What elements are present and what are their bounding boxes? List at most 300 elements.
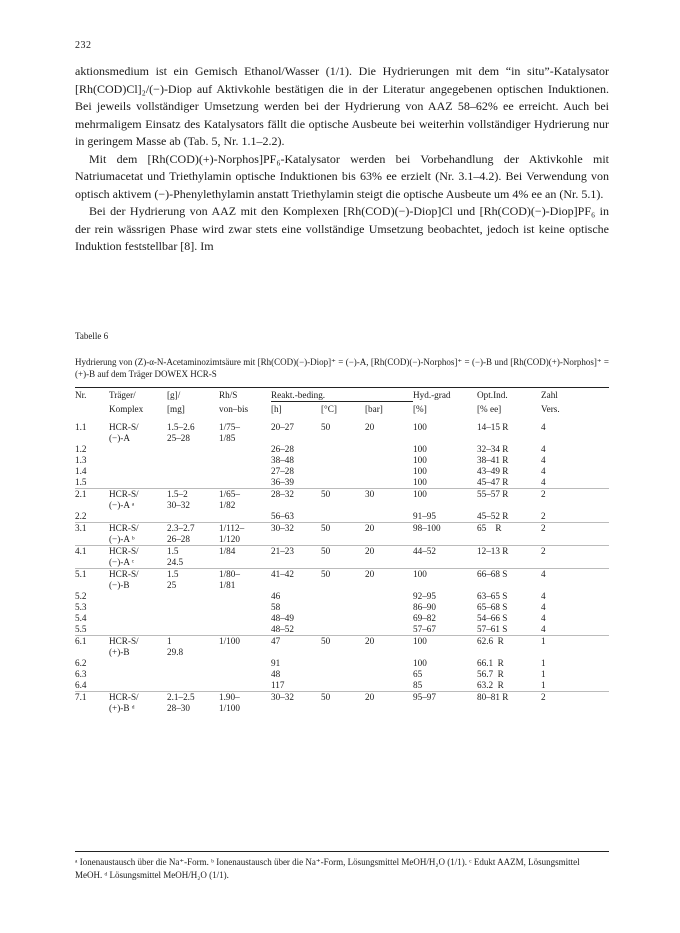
cell-h (271, 624, 321, 636)
cell-nr-line: 2.1 (75, 489, 87, 499)
cell-g-line: 1 (167, 636, 172, 646)
cell-zahl (541, 624, 609, 636)
cell-h (271, 417, 321, 444)
cell-traeger-line: HCR-S/ (109, 636, 139, 646)
cell-zahl-line: 4 (541, 466, 546, 476)
cell-bar (365, 417, 413, 444)
cell-hyd (413, 455, 477, 466)
cell-hyd-line: 92–95 (413, 591, 436, 601)
cell-traeger (109, 511, 167, 523)
cell-c (321, 636, 365, 659)
cell-g-line-2: 30–32 (167, 500, 190, 510)
cell-bar (365, 658, 413, 669)
cell-h-line: 27–28 (271, 466, 294, 476)
cell-h (271, 569, 321, 592)
cell-opt-line: 56.7 R (477, 669, 504, 679)
cell-zahl-line: 4 (541, 477, 546, 487)
cell-traeger-line: HCR-S/ (109, 422, 139, 432)
cell-traeger-line: HCR-S/ (109, 489, 139, 499)
cell-traeger (109, 636, 167, 659)
table-row (75, 680, 609, 692)
cell-opt (477, 692, 541, 715)
cell-bar (365, 624, 413, 636)
cell-traeger (109, 523, 167, 546)
cell-opt (477, 466, 541, 477)
cell-zahl-line: 1 (541, 636, 546, 646)
cell-g-line-2: 25 (167, 580, 177, 590)
cell-g (167, 692, 219, 715)
cell-traeger (109, 455, 167, 466)
cell-bar (365, 523, 413, 546)
cell-opt-line: 62.6 R (477, 636, 504, 646)
cell-g (167, 417, 219, 444)
cell-h (271, 602, 321, 613)
cell-nr-line: 7.1 (75, 692, 87, 702)
cell-hyd-line: 95–97 (413, 692, 436, 702)
cell-bar (365, 636, 413, 659)
cell-zahl-line: 4 (541, 613, 546, 623)
cell-c (321, 624, 365, 636)
cell-zahl (541, 466, 609, 477)
cell-zahl-line: 4 (541, 455, 546, 465)
cell-zahl-line: 4 (541, 602, 546, 612)
cell-bar (365, 489, 413, 512)
header-reakt: Reakt.-beding. (271, 390, 326, 400)
table-row (75, 455, 609, 466)
cell-rhs-line-2: 1/82 (219, 500, 236, 510)
cell-c-line: 50 (321, 489, 331, 499)
cell-zahl (541, 636, 609, 659)
cell-opt-line: 80–81 R (477, 692, 509, 702)
cell-traeger-line-2: (−)-A ᵃ (109, 500, 135, 510)
cell-g (167, 658, 219, 669)
cell-bar-line: 20 (365, 692, 375, 702)
header-traeger: Träger/ (109, 390, 136, 400)
cell-nr (75, 591, 109, 602)
cell-hyd-line: 91–95 (413, 511, 436, 521)
cell-zahl-line: 4 (541, 422, 546, 432)
cell-traeger-line: HCR-S/ (109, 692, 139, 702)
table-footnotes: ᵃ Ionenaustausch über die Na⁺-Form. ᵇ Ionenaustausch über die Na⁺-Form, Lösungsmittel MeOH/H₂O (1/1). ᶜ Edukt AAZM, Lösungsmittel MeOH. ᵈ Lösungsmittel MeOH/H₂O (1/1). (75, 857, 580, 880)
cell-zahl-line: 1 (541, 669, 546, 679)
cell-rhs (219, 417, 271, 444)
cell-h-line: 48 (271, 669, 281, 679)
cell-nr-line: 6.4 (75, 680, 87, 690)
cell-c-line: 50 (321, 546, 331, 556)
cell-nr (75, 569, 109, 592)
header-hyd: Hyd.-grad (413, 390, 451, 400)
cell-c-line: 50 (321, 569, 331, 579)
cell-g (167, 455, 219, 466)
cell-h-line: 20–27 (271, 422, 294, 432)
cell-traeger (109, 466, 167, 477)
cell-hyd-line: 100 (413, 466, 427, 476)
cell-nr-line: 3.1 (75, 523, 87, 533)
cell-g (167, 591, 219, 602)
cell-hyd-line: 100 (413, 455, 427, 465)
cell-h-line: 91 (271, 658, 281, 668)
cell-opt (477, 417, 541, 444)
cell-opt-line: 32–34 R (477, 444, 509, 454)
cell-g-line: 1.5 (167, 546, 179, 556)
cell-nr-line: 5.4 (75, 613, 87, 623)
cell-rhs (219, 591, 271, 602)
cell-nr-line: 6.3 (75, 669, 87, 679)
cell-traeger (109, 692, 167, 715)
cell-hyd-line: 57–67 (413, 624, 436, 634)
cell-bar (365, 692, 413, 715)
cell-rhs (219, 444, 271, 455)
cell-rhs (219, 613, 271, 624)
cell-zahl (541, 669, 609, 680)
cell-g-line-2: 28–30 (167, 703, 190, 713)
cell-nr (75, 624, 109, 636)
cell-opt-line: 12–13 R (477, 546, 509, 556)
cell-h (271, 591, 321, 602)
cell-g (167, 613, 219, 624)
cell-nr (75, 417, 109, 444)
cell-zahl (541, 477, 609, 489)
cell-h-line: 36–39 (271, 477, 294, 487)
cell-h (271, 692, 321, 715)
table-row (75, 489, 609, 512)
cell-opt-line: 54–66 S (477, 613, 508, 623)
cell-g-line: 1.5 (167, 569, 179, 579)
cell-zahl-line: 2 (541, 511, 546, 521)
cell-h-line: 117 (271, 680, 285, 690)
cell-rhs (219, 546, 271, 569)
cell-bar-line: 20 (365, 523, 375, 533)
cell-rhs (219, 658, 271, 669)
cell-nr (75, 658, 109, 669)
cell-zahl (541, 523, 609, 546)
cell-hyd (413, 546, 477, 569)
cell-nr (75, 477, 109, 489)
cell-opt-line: 65–68 S (477, 602, 508, 612)
cell-h (271, 444, 321, 455)
cell-nr-line: 4.1 (75, 546, 87, 556)
cell-rhs-line: 1.90– (219, 692, 240, 702)
cell-traeger (109, 444, 167, 455)
body-text (75, 63, 609, 256)
cell-bar (365, 455, 413, 466)
table-row (75, 692, 609, 715)
cell-h-line: 30–32 (271, 692, 294, 702)
cell-opt (477, 636, 541, 659)
cell-c (321, 444, 365, 455)
cell-nr (75, 602, 109, 613)
cell-traeger (109, 669, 167, 680)
cell-c (321, 455, 365, 466)
table-row (75, 591, 609, 602)
cell-hyd-line: 100 (413, 444, 427, 454)
cell-bar (365, 613, 413, 624)
cell-g-line: 1.5–2.6 (167, 422, 195, 432)
cell-opt (477, 455, 541, 466)
table-row (75, 523, 609, 546)
cell-h-line: 26–28 (271, 444, 294, 454)
cell-nr (75, 511, 109, 523)
cell-h-line: 30–32 (271, 523, 294, 533)
cell-opt (477, 511, 541, 523)
cell-nr (75, 680, 109, 692)
cell-c (321, 669, 365, 680)
cell-h (271, 455, 321, 466)
cell-opt (477, 444, 541, 455)
cell-h-line: 28–32 (271, 489, 294, 499)
cell-nr (75, 444, 109, 455)
cell-g (167, 511, 219, 523)
cell-hyd (413, 669, 477, 680)
cell-opt-line: 63.2 R (477, 680, 504, 690)
cell-rhs (219, 569, 271, 592)
cell-rhs (219, 489, 271, 512)
cell-bar (365, 444, 413, 455)
cell-zahl (541, 658, 609, 669)
header-g: [g]/ (167, 390, 181, 400)
cell-hyd-line: 69–82 (413, 613, 436, 623)
cell-bar (365, 569, 413, 592)
cell-hyd (413, 636, 477, 659)
cell-rhs (219, 624, 271, 636)
cell-nr-line: 5.3 (75, 602, 87, 612)
cell-c (321, 511, 365, 523)
cell-c-line: 50 (321, 636, 331, 646)
cell-g-line: 2.1–2.5 (167, 692, 195, 702)
cell-g (167, 444, 219, 455)
header-nr: Nr. (75, 390, 87, 400)
table-row (75, 669, 609, 680)
cell-c-line: 50 (321, 523, 331, 533)
cell-bar (365, 680, 413, 692)
cell-opt-line: 43–49 R (477, 466, 509, 476)
cell-zahl (541, 455, 609, 466)
cell-c (321, 602, 365, 613)
cell-h (271, 489, 321, 512)
cell-opt-line: 66.1 R (477, 658, 504, 668)
cell-zahl (541, 569, 609, 592)
table-row (75, 417, 609, 444)
cell-hyd-line: 98–100 (413, 523, 441, 533)
cell-nr (75, 636, 109, 659)
cell-bar (365, 546, 413, 569)
cell-h-line: 47 (271, 636, 281, 646)
cell-rhs-line-2: 1/85 (219, 433, 236, 443)
table-row (75, 624, 609, 636)
cell-hyd-line: 44–52 (413, 546, 436, 556)
cell-hyd-line: 100 (413, 569, 427, 579)
cell-h-line: 46 (271, 591, 281, 601)
cell-c-line: 50 (321, 692, 331, 702)
cell-h (271, 546, 321, 569)
cell-zahl (541, 417, 609, 444)
cell-opt (477, 489, 541, 512)
cell-opt (477, 546, 541, 569)
cell-traeger (109, 602, 167, 613)
cell-g (167, 669, 219, 680)
cell-opt (477, 669, 541, 680)
cell-rhs (219, 466, 271, 477)
cell-h-line: 58 (271, 602, 281, 612)
cell-traeger-line-2: (+)-B (109, 647, 130, 657)
cell-zahl-line: 4 (541, 444, 546, 454)
cell-rhs (219, 669, 271, 680)
cell-g (167, 523, 219, 546)
cell-hyd-line: 86–90 (413, 602, 436, 612)
cell-h (271, 669, 321, 680)
header-ee: [% ee] (477, 403, 502, 414)
table-row (75, 636, 609, 659)
cell-hyd (413, 692, 477, 715)
page-number: 232 (75, 40, 92, 51)
cell-c (321, 546, 365, 569)
cell-bar-line: 20 (365, 422, 375, 432)
cell-rhs-line: 1/84 (219, 546, 236, 556)
table-row (75, 466, 609, 477)
cell-h (271, 477, 321, 489)
cell-nr (75, 523, 109, 546)
cell-zahl-line: 2 (541, 489, 546, 499)
cell-c (321, 569, 365, 592)
cell-rhs-line: 1/65– (219, 489, 240, 499)
cell-zahl-line: 1 (541, 658, 546, 668)
cell-traeger (109, 417, 167, 444)
cell-opt-line: 45–47 R (477, 477, 509, 487)
table-label: Tabelle 6 (75, 331, 109, 341)
cell-traeger (109, 569, 167, 592)
cell-nr-line: 1.2 (75, 444, 87, 454)
cell-nr-line: 1.4 (75, 466, 87, 476)
cell-opt (477, 613, 541, 624)
cell-traeger-line-2: (+)-B ᵈ (109, 703, 135, 713)
header-vonbis: von–bis (219, 403, 249, 414)
cell-hyd-line: 100 (413, 489, 427, 499)
cell-zahl-line: 4 (541, 591, 546, 601)
header-vers: Vers. (541, 403, 560, 414)
footnote-rule (75, 851, 609, 852)
cell-hyd (413, 658, 477, 669)
cell-opt-line: 45–52 R (477, 511, 509, 521)
cell-rhs-line: 1/75– (219, 422, 240, 432)
cell-zahl (541, 692, 609, 715)
cell-zahl (541, 613, 609, 624)
cell-c-line: 50 (321, 422, 331, 432)
cell-hyd-line: 100 (413, 658, 427, 668)
cell-zahl (541, 680, 609, 692)
cell-rhs-line-2: 1/100 (219, 703, 240, 713)
cell-g (167, 569, 219, 592)
cell-zahl-line: 4 (541, 624, 546, 634)
table-row (75, 511, 609, 523)
cell-traeger (109, 658, 167, 669)
cell-h (271, 466, 321, 477)
cell-rhs (219, 477, 271, 489)
cell-nr (75, 455, 109, 466)
table-caption (75, 330, 609, 380)
cell-opt-line: 14–15 R (477, 422, 509, 432)
cell-g (167, 466, 219, 477)
cell-hyd-line: 100 (413, 422, 427, 432)
cell-rhs-line-2: 1/81 (219, 580, 236, 590)
cell-bar (365, 591, 413, 602)
paragraph-1: aktionsmedium ist ein Gemisch Ethanol/Wasser (1/1). Die Hydrierungen mit dem “in situ”-Katalysator [Rh(COD)Cl]₂/(−)-Diop auf Aktivkohle bestätigen die in der Literatur angegebenen optischen Induktionen. Bei jeweils vollständiger Umsetzung werden bei der Hydrierung von AAZ 58–62% ee erreicht. Auch bei mehrmaligem Einsatz des Katalysators fällt die optische Ausbeute bei weiterhin vollständiger Hydrierung nur in geringem Masse ab (Tab. 5, Nr. 1.1–2.2). (75, 64, 609, 148)
cell-hyd (413, 591, 477, 602)
cell-zahl-line: 4 (541, 569, 546, 579)
cell-opt-line: 65 R (477, 523, 502, 533)
cell-hyd (413, 680, 477, 692)
cell-rhs (219, 692, 271, 715)
cell-c (321, 523, 365, 546)
cell-zahl (541, 602, 609, 613)
cell-opt (477, 523, 541, 546)
header-zahl: Zahl (541, 390, 558, 400)
cell-rhs (219, 602, 271, 613)
table-body (75, 417, 609, 714)
cell-c (321, 489, 365, 512)
cell-zahl (541, 444, 609, 455)
table-title: Hydrierung von (Z)-α-N-Acetaminozimtsäure mit [Rh(COD)(−)-Diop]⁺ = (−)-A, [Rh(COD)(−)-Norphos]⁺ = (−)-B und [Rh(COD)(+)-Norphos]⁺ = (+)-B auf dem Träger DOWEX HCR-S (75, 357, 609, 379)
cell-hyd (413, 489, 477, 512)
header-h: [h] (271, 402, 321, 418)
cell-rhs-line: 1/112– (219, 523, 245, 533)
cell-rhs (219, 511, 271, 523)
cell-hyd-line: 100 (413, 477, 427, 487)
cell-hyd (413, 613, 477, 624)
header-opt: Opt.Ind. (477, 390, 508, 400)
cell-rhs-line-2: 1/120 (219, 534, 240, 544)
table-row (75, 658, 609, 669)
cell-c (321, 613, 365, 624)
cell-g (167, 477, 219, 489)
cell-opt-line: 63–65 S (477, 591, 508, 601)
cell-bar-line: 20 (365, 636, 375, 646)
cell-c (321, 591, 365, 602)
cell-bar-line: 30 (365, 489, 375, 499)
table-row (75, 613, 609, 624)
cell-c (321, 680, 365, 692)
table-row (75, 444, 609, 455)
cell-traeger-line-2: (−)-A (109, 433, 130, 443)
cell-g (167, 636, 219, 659)
results-table (75, 387, 609, 714)
cell-traeger (109, 680, 167, 692)
cell-traeger (109, 546, 167, 569)
cell-nr-line: 5.2 (75, 591, 87, 601)
header-rhs: Rh/S (219, 390, 238, 400)
cell-h-line: 41–42 (271, 569, 294, 579)
header-c: [°C] (321, 402, 365, 418)
cell-bar-line: 20 (365, 569, 375, 579)
cell-opt-line: 66–68 S (477, 569, 508, 579)
cell-hyd-line: 65 (413, 669, 423, 679)
cell-nr (75, 546, 109, 569)
cell-opt-line: 55–57 R (477, 489, 509, 499)
cell-traeger-line: HCR-S/ (109, 523, 139, 533)
table-row (75, 569, 609, 592)
cell-opt (477, 624, 541, 636)
cell-nr-line: 1.5 (75, 477, 87, 487)
cell-rhs-line: 1/80– (219, 569, 240, 579)
table-row (75, 477, 609, 489)
cell-nr (75, 489, 109, 512)
cell-h-line: 38–48 (271, 455, 294, 465)
cell-traeger (109, 591, 167, 602)
header-bar: [bar] (365, 402, 413, 418)
cell-h (271, 658, 321, 669)
cell-bar (365, 477, 413, 489)
cell-c (321, 658, 365, 669)
cell-zahl-line: 2 (541, 692, 546, 702)
